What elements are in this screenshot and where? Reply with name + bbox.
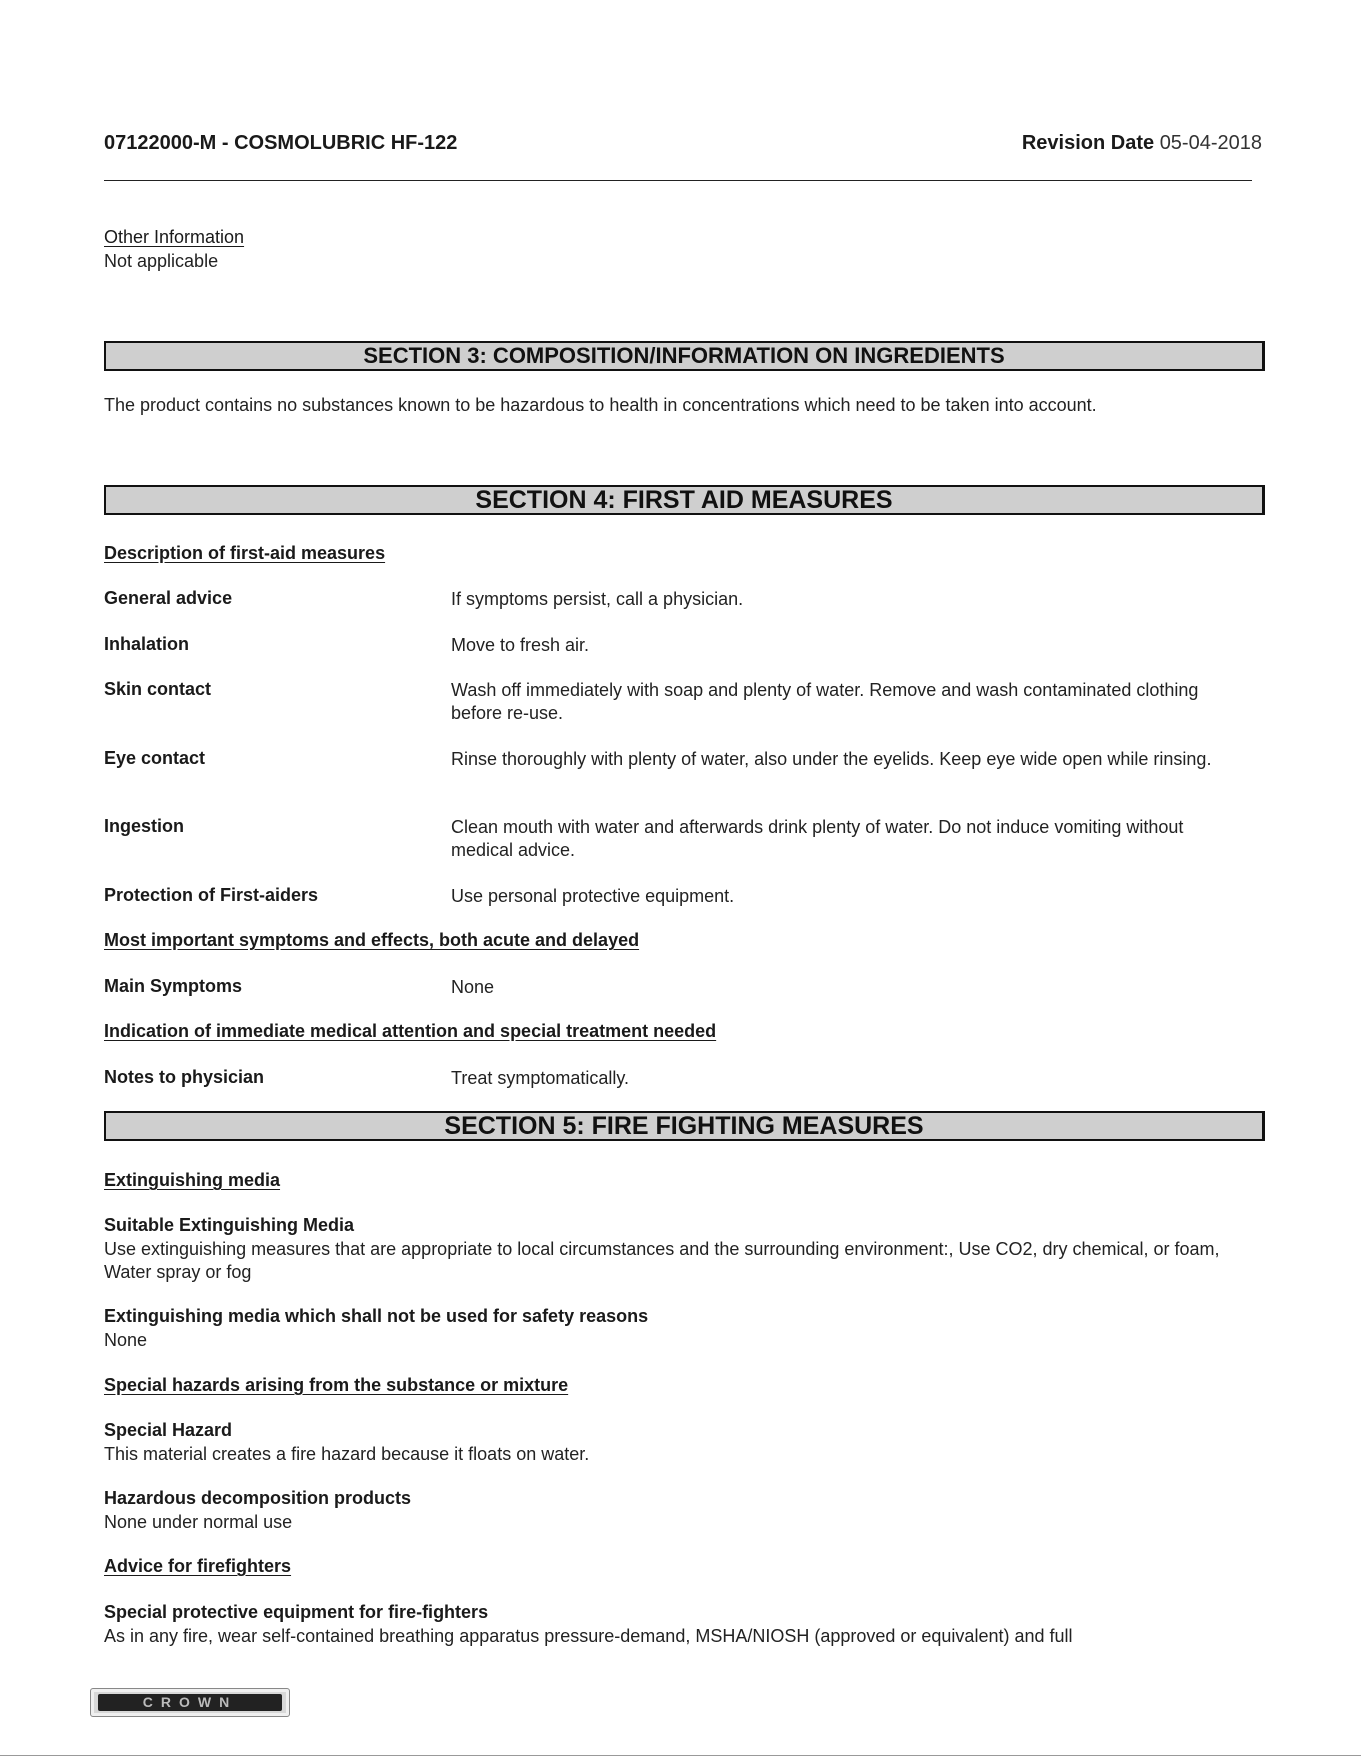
footer-divider <box>0 1755 1361 1756</box>
crown-logo <box>90 1688 290 1717</box>
decomposition-text: None under normal use <box>104 1512 293 1532</box>
section3-text: The product contains no substances known to be hazardous to health in concentrations which need to be taken into account. <box>104 395 1097 415</box>
notes-to-physician-value: Treat symptomatically. <box>451 1068 630 1088</box>
first-aid-description-title: Description of first-aid measures <box>104 543 386 563</box>
unsuitable-media-label: Extinguishing media which shall not be used for safety reasons <box>104 1306 649 1326</box>
section5-header <box>104 1111 1265 1141</box>
first-aid-label: Inhalation <box>104 634 189 654</box>
revision-date-block <box>1022 132 1262 155</box>
first-aid-value: Use personal protective equipment. <box>451 886 735 906</box>
revision-label: Revision Date <box>1021 132 1155 154</box>
decomposition-label: Hazardous decomposition products <box>104 1488 412 1508</box>
revision-date: 05-04-2018 <box>1159 132 1262 154</box>
suitable-media-label: Suitable Extinguishing Media <box>104 1215 355 1235</box>
first-aid-label: Eye contact <box>104 748 206 768</box>
first-aid-value: Wash off immediately with soap and plenty of water. Remove and wash contaminated clothing before re-use. <box>451 680 1199 723</box>
unsuitable-media-text: None <box>104 1330 148 1350</box>
medical-attention-title: Indication of immediate medical attention and special treatment needed <box>104 1021 717 1041</box>
symptoms-title: Most important symptoms and effects, both acute and delayed <box>104 930 640 950</box>
header-divider <box>104 180 1252 181</box>
special-hazard-label: Special Hazard <box>104 1420 233 1440</box>
other-information-value: Not applicable <box>104 251 219 271</box>
section3-title: SECTION 3: COMPOSITION/INFORMATION ON INGREDIENTS <box>363 343 1005 368</box>
firefighter-advice-title: Advice for firefighters <box>104 1556 292 1576</box>
section4-title: SECTION 4: FIRST AID MEASURES <box>475 486 893 514</box>
special-hazard-text: This material creates a fire hazard because it floats on water. <box>104 1444 590 1464</box>
section4-header <box>104 485 1265 515</box>
section3-header <box>104 341 1265 371</box>
main-symptoms-label: Main Symptoms <box>104 976 243 996</box>
notes-to-physician-label: Notes to physician <box>104 1067 265 1087</box>
first-aid-value: Rinse thoroughly with plenty of water, also under the eyelids. Keep eye wide open while rinsing. <box>451 749 1212 769</box>
first-aid-value: If symptoms persist, call a physician. <box>451 589 744 609</box>
section5-title: SECTION 5: FIRE FIGHTING MEASURES <box>444 1112 924 1140</box>
extinguishing-media-title: Extinguishing media <box>104 1170 281 1190</box>
first-aid-label: Skin contact <box>104 679 212 699</box>
logo-wordmark: CROWN <box>98 1694 282 1711</box>
main-symptoms-value: None <box>451 977 495 997</box>
first-aid-label: General advice <box>104 588 233 608</box>
first-aid-label: Protection of First-aiders <box>104 885 319 905</box>
first-aid-label: Ingestion <box>104 816 184 836</box>
suitable-media-text: Use extinguishing measures that are appropriate to local circumstances and the surrounding environment:, Use CO2, dry chemical, or foam, Water spray or fog <box>104 1239 1220 1282</box>
other-information-title: Other Information <box>104 227 245 247</box>
first-aid-value: Move to fresh air. <box>451 635 590 655</box>
first-aid-value: Clean mouth with water and afterwards drink plenty of water. Do not induce vomiting without medical advice. <box>451 817 1184 860</box>
protective-equipment-label: Special protective equipment for fire-fighters <box>104 1602 489 1622</box>
product-code: 07122000-M - COSMOLUBRIC HF-122 <box>104 132 458 154</box>
special-hazards-title: Special hazards arising from the substance or mixture <box>104 1375 569 1395</box>
protective-equipment-text: As in any fire, wear self-contained breathing apparatus pressure-demand, MSHA/NIOSH (approved or equivalent) and full <box>104 1626 1073 1646</box>
